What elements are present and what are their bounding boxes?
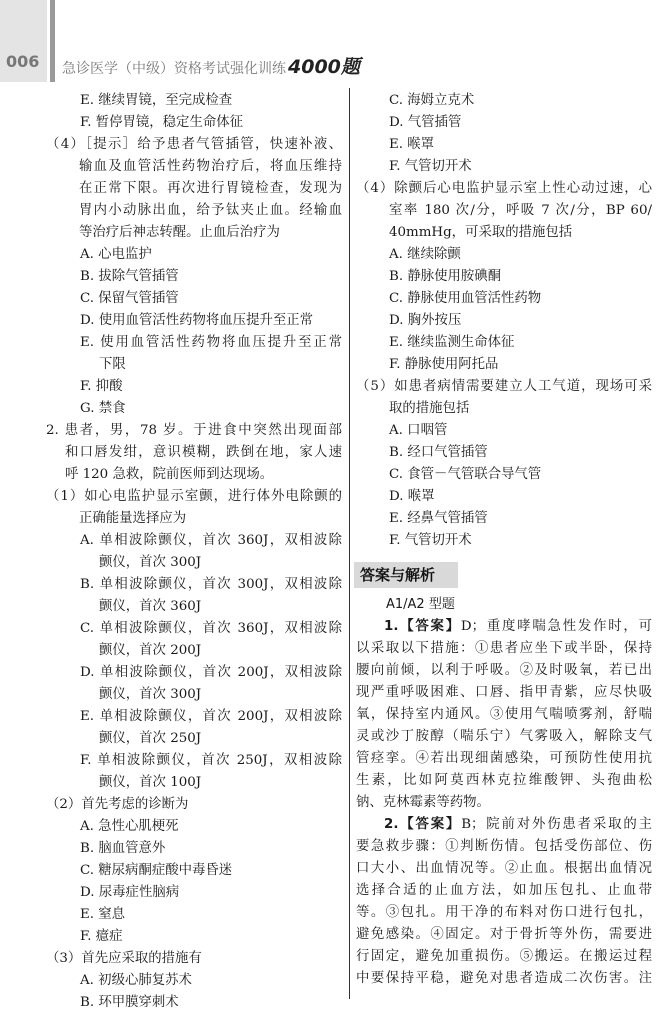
text-line: E. 喉罩 (389, 137, 435, 152)
text-line: A. 初级心肺复苏术 (80, 973, 192, 988)
answer-line: 现严重呼吸困难、口唇、指甲青紫，应尽快吸 (356, 685, 652, 700)
text-line: F. 暂停胃镜，稳定生命体征 (80, 115, 244, 130)
answer-label: 2.【答案】 (384, 817, 462, 832)
right-column (356, 90, 652, 990)
text-line: C. 静脉使用血管活性药物 (389, 291, 542, 306)
text-line: F. 气管切开术 (389, 159, 472, 174)
answer-line: 避免感染。④固定。对于骨折等外伤，需要进 (356, 927, 652, 942)
column-divider (349, 88, 350, 999)
text-line: 颤仪，首次 100J (99, 775, 202, 790)
answer-line: 以采取以下措施：①患者应坐下或半卧，保持 (356, 641, 652, 656)
text-line: 颤仪，首次 250J (99, 731, 202, 746)
book-title-emphasis: 4000题 (288, 56, 360, 78)
left-column (46, 90, 342, 1014)
answer-line: 口大小、出血情况等。②止血。根据出血情况 (356, 861, 652, 876)
text-line: D. 单相波除颤仪，首次 200J，双相波除 (80, 665, 342, 680)
text-line: E. 经鼻气管插管 (389, 511, 488, 526)
text-line: 呼 120 急救，院前医师到达现场。 (65, 467, 274, 482)
text-line: A. 心电监护 (80, 247, 152, 262)
text-line: C. 糖尿病酮症酸中毒昏迷 (80, 863, 233, 878)
answers-subheading: A1/A2 型题 (386, 597, 455, 612)
text-line: 正确能量选择应为 (79, 511, 187, 526)
text-line: （3）首先应采取的措施有 (46, 951, 202, 966)
text-line: （4）除颤后心电监护显示室上性心动过速，心 (356, 181, 652, 196)
text-line: C. 食管－气管联合导气管 (389, 467, 542, 482)
text-line: 胃内小动脉出血，给予钛夹止血。经输血 (79, 203, 342, 218)
text-line: B. 拔除气管插管 (80, 269, 179, 284)
answer-item-2 (356, 814, 652, 990)
answer-line: 管痉挛。④若出现细菌感染，可预防性使用抗 (356, 751, 652, 766)
book-title-text: 急诊医学（中级）资格考试强化训练 (62, 61, 286, 77)
answer-line: 行固定，避免加重损伤。⑤搬运。在搬运过程 (356, 949, 652, 964)
text-line: F. 抑酸 (80, 379, 123, 394)
text-line: A. 单相波除颤仪，首次 360J，双相波除 (80, 533, 342, 548)
text-line: 输血及血管活性药物治疗后，将血压维持 (79, 159, 342, 174)
text-line: E. 继续监测生命体征 (389, 335, 515, 350)
answer-text: B；院前对外伤患者采取的主 (461, 817, 652, 832)
text-line: 颤仪，首次 300J (99, 687, 202, 702)
text-line: F. 癔症 (80, 929, 123, 944)
page-number: 006 (6, 52, 40, 71)
text-line: E. 继续胃镜，至完成检查 (80, 93, 233, 108)
text-line: E. 使用血管活性药物将血压提升至正常 (80, 335, 342, 350)
text-line: A. 口咽管 (389, 423, 448, 438)
text-line: 2. 患者，男，78 岁。于进食中突然出现面部 (46, 423, 342, 438)
text-line: B. 环甲膜穿刺术 (80, 995, 179, 1010)
answer-line: 钠、克林霉素等药物。 (356, 795, 490, 810)
answer-label: 1.【答案】 (384, 619, 461, 634)
answer-line (356, 814, 652, 836)
text-line: D. 喉罩 (389, 489, 435, 504)
text-line: B. 脑血管意外 (80, 841, 166, 856)
answer-line (356, 616, 652, 638)
text-line: 下限 (99, 357, 126, 372)
text-line: 和口唇发绀，意识模糊，跌倒在地，家人速 (65, 445, 342, 460)
answer-line: 等。③包扎。用干净的布料对伤口进行包扎， (356, 905, 652, 920)
answer-line: 生素，比如阿莫西林克拉维酸钾、头孢曲松 (356, 773, 652, 788)
text-line: B. 单相波除颤仪，首次 300J，双相波除 (80, 577, 342, 592)
header-rule (50, 0, 55, 82)
text-line: D. 尿毒症性脑病 (80, 885, 180, 900)
text-line: （1）如心电监护显示室颤，进行体外电除颤的 (46, 489, 342, 504)
text-line: G. 禁食 (80, 401, 126, 416)
answer-line: 中要保持平稳，避免对患者造成二次伤害。注 (356, 971, 652, 986)
text-line: A. 急性心肌梗死 (80, 819, 179, 834)
book-title (62, 52, 360, 79)
text-line: 颤仪，首次 300J (99, 555, 202, 570)
text-line: C. 单相波除颤仪，首次 360J，双相波除 (80, 621, 342, 636)
answer-line: 氧，保持室内通风。③使用气喘喷雾剂，舒喘 (356, 707, 652, 722)
text-line: D. 使用血管活性药物将血压提升至正常 (80, 313, 314, 328)
text-line: F. 气管切开术 (389, 533, 472, 548)
text-line: 等治疗后神志转醒。止血后治疗为 (79, 225, 280, 240)
answer-text: D；重度哮喘急性发作时，可 (460, 619, 652, 634)
text-line: 取的措施包括 (389, 401, 470, 416)
text-line: 室率 180 次/分，呼吸 7 次/分，BP 60/ (389, 203, 652, 218)
answer-line: 要急救步骤：①判断伤情。包括受伤部位、伤 (356, 839, 652, 854)
answer-line: 灵或沙丁胺醇（喘乐宁）气雾吸入，解除支气 (356, 729, 652, 744)
text-line: E. 窒息 (80, 907, 126, 922)
text-line: 在正常下限。再次进行胃镜检查，发现为 (79, 181, 342, 196)
text-line: D. 胸外按压 (389, 313, 462, 328)
answer-item-1 (356, 616, 652, 814)
text-line: C. 保留气管插管 (80, 291, 179, 306)
text-line: A. 继续除颤 (389, 247, 461, 262)
answers-heading: 答案与解析 (354, 562, 458, 588)
text-line: B. 经口气管插管 (389, 445, 488, 460)
text-line: 颤仪，首次 360J (99, 599, 202, 614)
text-line: C. 海姆立克术 (389, 93, 475, 108)
text-line: F. 静脉使用阿托品 (389, 357, 499, 372)
text-line: （4）［提示］给予患者气管插管，快速补液、 (46, 137, 342, 152)
text-line: （5）如患者病情需要建立人工气道，现场可采 (356, 379, 652, 394)
text-line: E. 单相波除颤仪，首次 200J，双相波除 (80, 709, 342, 724)
text-line: D. 气管插管 (389, 115, 462, 130)
answer-line: 选择合适的止血方法，如加压包扎、止血带 (356, 883, 652, 898)
text-line: B. 静脉使用胺碘酮 (389, 269, 502, 284)
answer-line: 腰向前倾，以利于呼吸。②及时吸氧，若已出 (356, 663, 652, 678)
text-line: F. 单相波除颤仪，首次 250J，双相波除 (80, 753, 342, 768)
right-questions (356, 90, 652, 552)
text-line: （2）首先考虑的诊断为 (46, 797, 189, 812)
text-line: 40mmHg，可采取的措施包括 (389, 225, 573, 240)
text-line: 颤仪，首次 200J (99, 643, 202, 658)
